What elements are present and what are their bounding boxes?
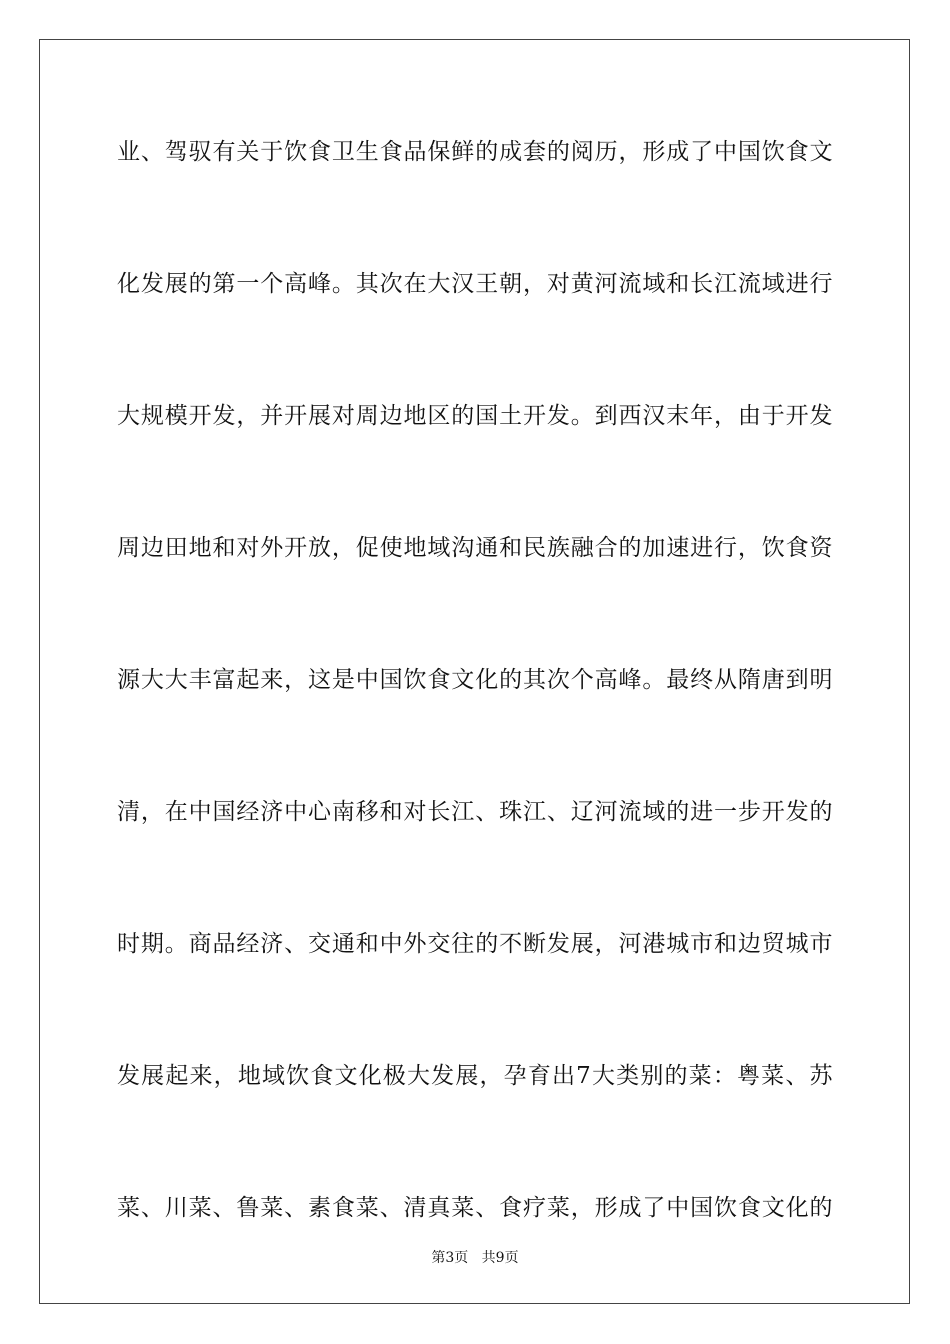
page-number: 第3页 bbox=[431, 1250, 469, 1266]
text-line: 化发展的第一个高峰。其次在大汉王朝，对黄河流域和长江流域进行 bbox=[117, 271, 833, 297]
text-line: 发展起来，地域饮食文化极大发展，孕育出7大类别的菜：粤菜、苏 bbox=[117, 1063, 833, 1089]
text-line: 业、驾驭有关于饮食卫生食品保鲜的成套的阅历，形成了中国饮食文 bbox=[117, 139, 833, 165]
body-text bbox=[117, 132, 833, 1320]
text-line: 大规模开发，并开展对周边地区的国土开发。到西汉末年，由于开发 bbox=[117, 403, 833, 429]
page-total: 共9页 bbox=[481, 1250, 519, 1266]
text-line: 时期。商品经济、交通和中外交往的不断发展，河港城市和边贸城市 bbox=[117, 931, 833, 957]
text-line: 源大大丰富起来，这是中国饮食文化的其次个高峰。最终从隋唐到明 bbox=[117, 667, 833, 693]
page-footer bbox=[0, 1247, 950, 1267]
text-line: 菜、川菜、鲁菜、素食菜、清真菜、食疗菜，形成了中国饮食文化的 bbox=[117, 1195, 833, 1221]
text-line: 清，在中国经济中心南移和对长江、珠江、辽河流域的进一步开发的 bbox=[117, 799, 833, 825]
text-line: 周边田地和对外开放，促使地域沟通和民族融合的加速进行，饮食资 bbox=[117, 535, 833, 561]
